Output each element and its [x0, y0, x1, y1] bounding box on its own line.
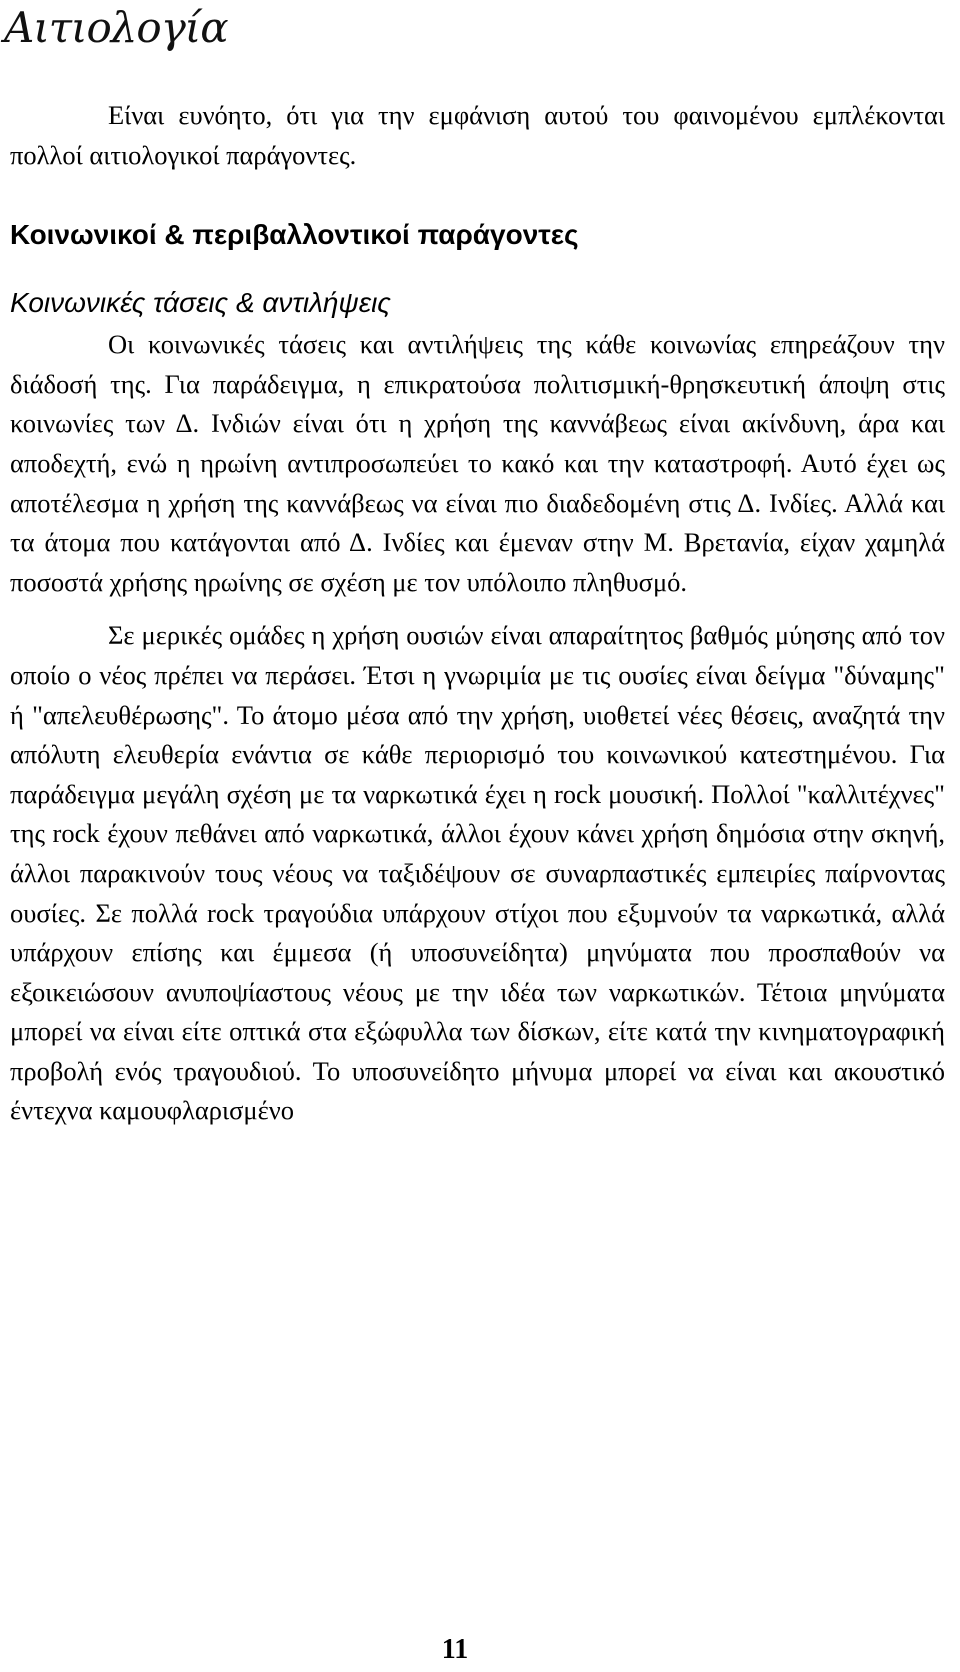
intro-paragraph: Είναι ευνόητο, ότι για την εμφάνιση αυτού του φαινομένου εμπλέκονται πολλοί αιτιολογικοί παράγοντες. [10, 100, 945, 170]
body-paragraph-2: Σε μερικές ομάδες η χρήση ουσιών είναι απαραίτητος βαθμός μύησης από τον οποίο ο νέος πρέπει να περάσει. Έτσι η γνωριμία με τις ουσίες είναι δείγμα "δύναμης" ή "απελευθέρωσης". Το άτομο μέσα από την χρήση, υιοθετεί νέες θέσεις, αναζητά την απόλυτη ελευθερία ενάντια σε κάθε περιορισμό του κοινωνικού κατεστημένου. Για παράδειγμα μεγάλη σχέση με τα ναρκωτικά έχει η rock μουσική. Πολλοί "καλλιτέχνες" της rock έχουν πεθάνει από ναρκωτικά, άλλοι έχουν κάνει χρήση δημόσια στην σκηνή, άλλοι παρακινούν τους νέους να ταξιδέψουν σε συναρπαστικές εμπειρίες παίρνοντας ουσίες. Σε πολλά rock τραγούδια υπάρχουν στίχοι που εξυμνούν τα ναρκωτικά, αλλά υπάρχουν επίσης και έμμεσα (ή υποσυνείδητα) μηνύματα που προσπαθούν να εξοικειώσουν ανυποψίαστους νέους με την ιδέα των ναρκωτικών. Τέτοια μηνύματα μπορεί να είναι είτε οπτικά στα εξώφυλλα των δίσκων, είτε κατά την κινηματογραφική προβολή ενός τραγουδιού. Το υποσυνείδητο μήνυμα μπορεί να είναι και ακουστικό έντεχνα καμουφλαρισμένο [10, 620, 945, 1126]
document-content [10, 96, 945, 1131]
page-title: Αιτιολογία [4, 3, 228, 52]
body-paragraph-1: Οι κοινωνικές τάσεις και αντιλήψεις της κάθε κοινωνίας επηρεάζουν την διάδοσή της. Για παράδειγμα, η επικρατούσα πολιτισμική-θρησκευτική άποψη στις κοινωνίες των Δ. Ινδιών είναι ότι η χρήση της καννάβεως είναι ακίνδυνη, άρα και αποδεχτή, ενώ η ηρωίνη αντιπροσωπεύει το κακό και την καταστροφή. Αυτό έχει ως αποτέλεσμα η χρήση της καννάβεως να είναι πιο διαδεδομένη στις Δ. Ινδίες. Αλλά και τα άτομα που κατάγονται από Δ. Ινδίες και έμεναν στην Μ. Βρετανία, είχαν χαμηλά ποσοστά χρήσης ηρωίνης σε σχέση με τον υπόλοιπο πληθυσμό. [10, 329, 945, 597]
page-number: 11 [441, 1634, 469, 1665]
subsection-heading: Κοινωνικές τάσεις & αντιλήψεις [10, 287, 391, 319]
section-heading: Κοινωνικοί & περιβαλλοντικοί παράγοντες [10, 219, 579, 251]
